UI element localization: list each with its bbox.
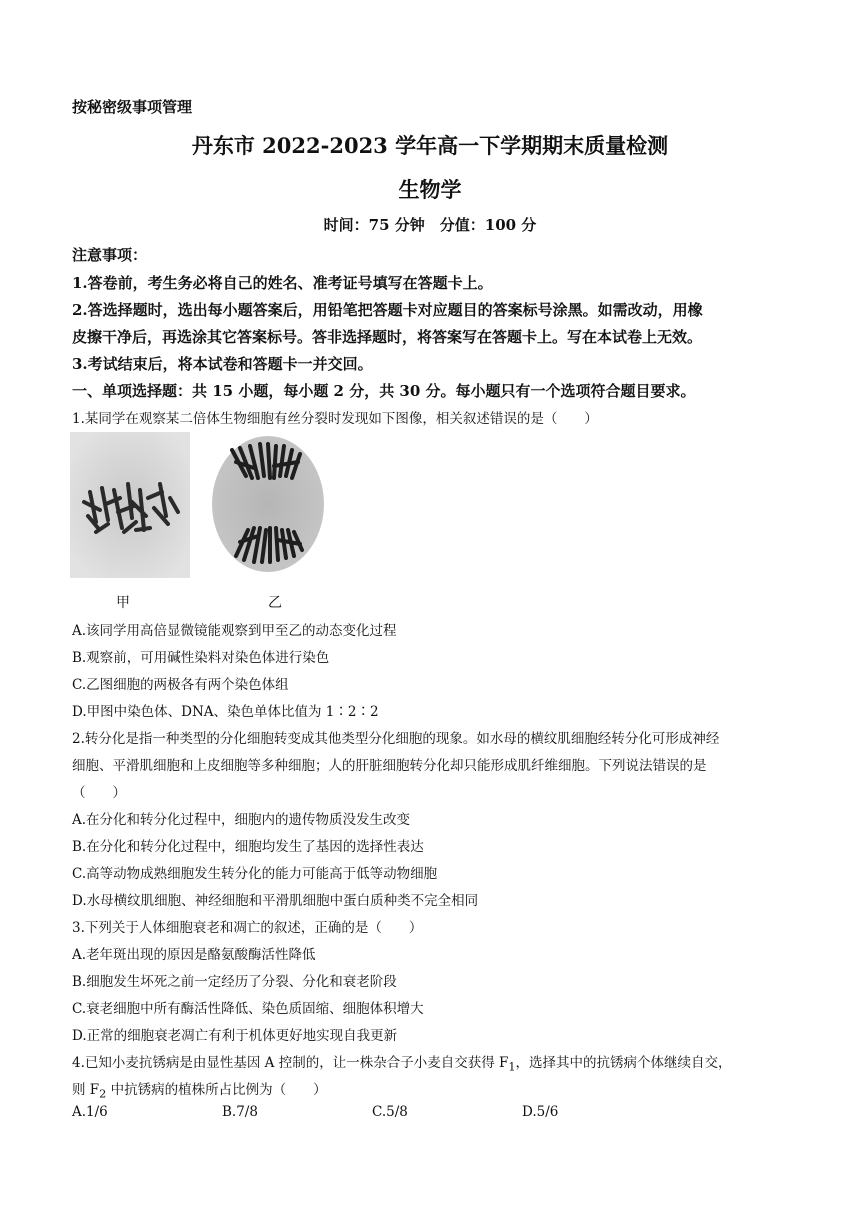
note-2-line-2: 皮擦干净后，再选涂其它答案标号。答非选择题时，将答案写在答题卡上。写在本试卷上无效。 <box>72 328 703 346</box>
q3-option-b: B.细胞发生坏死之前一定经历了分裂、分化和衰老阶段 <box>72 974 397 990</box>
q4-stem-line-2-text: 则 F <box>72 1082 100 1098</box>
figure-yi-anaphase-image <box>208 432 328 574</box>
q2-option-b: B.在分化和转分化过程中，细胞均发生了基因的选择性表达 <box>72 839 424 855</box>
note-2-line-1: 2.答选择题时，选出每小题答案后，用铅笔把答题卡对应题目的答案标号涂黑。如需改动，用橡 <box>72 301 703 319</box>
q4-subscript-1: 1 <box>508 1060 516 1074</box>
q2-option-c: C.高等动物成熟细胞发生转分化的能力可能高于低等动物细胞 <box>72 866 438 882</box>
q2-stem-line-1: 2.转分化是指一种类型的分化细胞转变成其他类型分化细胞的现象。如水母的横纹肌细胞经转分化可形成神经 <box>72 731 720 747</box>
q1-stem: 1.某同学在观察某二倍体生物细胞有丝分裂时发现如下图像，相关叙述错误的是（ ） <box>72 411 598 427</box>
q1-option-b: B.观察前，可用碱性染料对染色体进行染色 <box>72 650 330 666</box>
q3-option-c: C.衰老细胞中所有酶活性降低、染色质固缩、细胞体积增大 <box>72 1001 424 1017</box>
q4-stem-line-1 <box>72 1051 732 1074</box>
q2-option-d: D.水母横纹肌细胞、神经细胞和平滑肌细胞中蛋白质种类不完全相同 <box>72 893 479 909</box>
time-score: 时间：75 分钟 分值：100 分 <box>323 216 537 234</box>
q4-option-d: D.5/6 <box>522 1104 559 1120</box>
q4-subscript-2: 2 <box>99 1087 107 1101</box>
q4-option-c: C.5/8 <box>372 1104 408 1120</box>
subject-title: 生物学 <box>398 177 462 202</box>
q1-option-c: C.乙图细胞的两极各有两个染色体组 <box>72 677 289 693</box>
q3-option-d: D.正常的细胞衰老凋亡有利于机体更好地实现自我更新 <box>72 1028 398 1044</box>
exam-title: 丹东市 2022-2023 学年高一下学期期末质量检测 <box>191 133 669 158</box>
q1-option-d: D.甲图中染色体、DNA、染色单体比值为 1∶2∶2 <box>72 704 379 720</box>
q4-stem-line-2 <box>72 1078 327 1101</box>
figure-yi-label: 乙 <box>268 595 282 611</box>
q3-stem: 3.下列关于人体细胞衰老和凋亡的叙述，正确的是（ ） <box>72 920 423 936</box>
notes-heading: 注意事项： <box>72 246 148 264</box>
q2-option-a: A.在分化和转分化过程中，细胞内的遗传物质没发生改变 <box>72 812 411 828</box>
q4-option-a: A.1/6 <box>72 1104 108 1120</box>
figure-jia-label: 甲 <box>116 595 130 611</box>
q4-stem-line-1-text: 4.已知小麦抗锈病是由显性基因 A 控制的，让一株杂合子小麦自交获得 F <box>72 1055 509 1071</box>
q4-stem-line-1-tail: ，选择其中的抗锈病个体继续自交， <box>515 1055 732 1071</box>
q2-stem-line-3: （ ） <box>72 785 126 801</box>
q4-stem-line-2-tail: 中抗锈病的植株所占比例为（ ） <box>106 1082 327 1098</box>
figure-jia-metaphase-image <box>70 432 190 578</box>
q3-option-a: A.老年斑出现的原因是酪氨酸酶活性降低 <box>72 947 316 963</box>
section-1-heading: 一、单项选择题：共 15 小题，每小题 2 分，共 30 分。每小题只有一个选项符合题目要求。 <box>72 382 696 400</box>
note-1: 1.答卷前，考生务必将自己的姓名、准考证号填写在答题卡上。 <box>72 274 493 292</box>
security-note: 按秘密级事项管理 <box>72 98 193 116</box>
note-3: 3.考试结束后，将本试卷和答题卡一并交回。 <box>72 355 373 373</box>
q4-option-b: B.7/8 <box>222 1104 258 1120</box>
q1-option-a: A.该同学用高倍显微镜能观察到甲至乙的动态变化过程 <box>72 623 397 639</box>
q2-stem-line-2: 细胞、平滑肌细胞和上皮细胞等多种细胞；人的肝脏细胞转分化却只能形成肌纤维细胞。下列说法错误的是 <box>72 758 707 774</box>
